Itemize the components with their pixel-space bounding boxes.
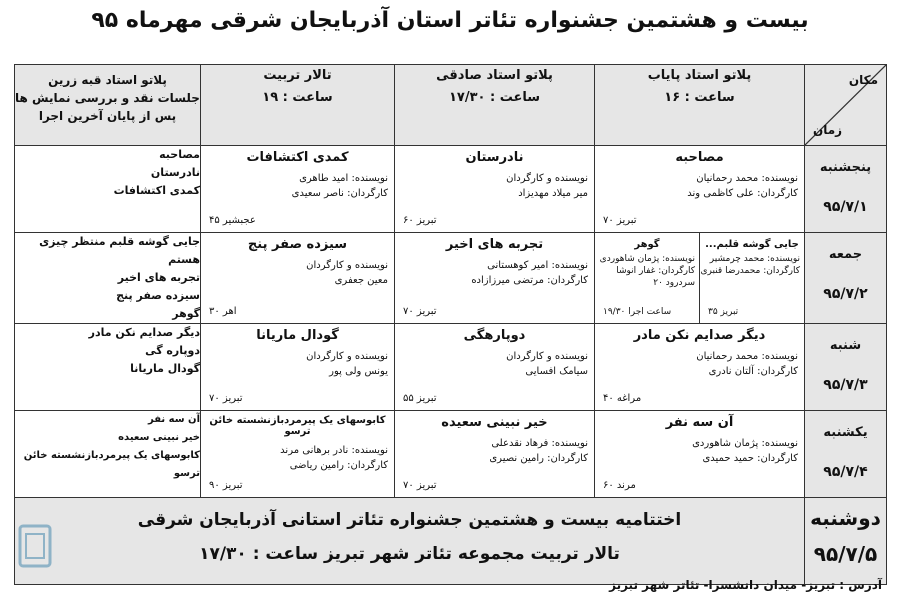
address: آدرس : تبریز- میدان دانشسرا- تئاتر شهر تبریز [609,578,882,592]
closing-day-cell: دوشنبه ۹۵/۷/۵ [805,498,887,585]
day-cell: پنجشنبه ۹۵/۷/۱ [805,146,887,233]
show-cell-split [595,233,805,324]
place-label: مکان [848,73,878,87]
venue-header: تالار تربیت ساعت : ۱۹ [201,65,395,146]
time-label: زمان [813,123,843,137]
venue-header: پلاتو استاد پایاب ساعت : ۱۶ [595,65,805,146]
show-cell: سیزده صفر پنج نویسنده و کارگردان معین جعفری اهر ۳۰ [201,233,395,324]
venue-header: پلاتو استاد صادقی ساعت : ۱۷/۳۰ [395,65,595,146]
site-logo-icon [6,520,66,578]
corner-cell [805,65,887,146]
closing-cell: اختتامیه بیست و هشتمین جشنواره تئاتر استانی آذربایجان شرقی تالار تربیت مجموعه تئاتر شهر تبریز ساعت : ۱۷/۳۰ [15,498,805,585]
day-cell: جمعه ۹۵/۷/۲ [805,233,887,324]
schedule-table [14,64,887,585]
show-cell: نادرستان نویسنده و کارگردان میر میلاد مهدیزاد تبریز ۶۰ [395,146,595,233]
show-cell: تجربه های اخیر نویسنده: امیر کوهستانی کارگردان: مرتضی میرزازاده تبریز ۷۰ [395,233,595,324]
review-cell: جایی گوشه قلبم منتظر چیزی هستم تجربه های اخیر سیزده صفر پنج گوهر [15,233,201,324]
show-cell: دیگر صدایم نکن مادر نویسنده: محمد رحمانیان کارگردان: آلتان نادری مراغه ۴۰ [595,324,805,411]
show-subcell: گوهر نویسنده: پژمان شاهوردی کارگردان: غفار انوشا سردرود ۲۰ ساعت اجرا ۱۹/۳۰ [599,239,695,317]
day-cell: شنبه ۹۵/۷/۳ [805,324,887,411]
show-subcell: جایی گوشه قلبم... نویسنده: محمد چرمشیر کارگردان: محمدرضا قنبری تبریز ۳۵ [699,233,804,323]
review-cell: مصاحبه نادرستان کمدی اکتشافات [15,146,201,233]
show-cell: آن سه نفر نویسنده: پژمان شاهوردی کارگردان: حمید حمیدی مرند ۶۰ [595,411,805,498]
review-cell: آن سه نفر خیر نبینی سعیده کابوسهای یک پیرمردبازنشسته خائن ترسو [15,411,201,498]
day-cell: یکشنبه ۹۵/۷/۴ [805,411,887,498]
page-title: بیست و هشتمین جشنواره تئاتر استان آذربایجان شرقی مهرماه ۹۵ [91,8,809,33]
show-cell: دوپارهگی نویسنده و کارگردان سیامک افسایی تبریز ۵۵ [395,324,595,411]
show-cell: مصاحبه نویسنده: محمد رحمانیان کارگردان: علی کاظمی وند تبریز ۷۰ [595,146,805,233]
review-cell: دیگر صدایم نکن مادر دوپاره گی گودال ماریانا [15,324,201,411]
show-cell: کمدی اکتشافات نویسنده: امید طاهری کارگردان: ناصر سعیدی عجبشیر ۴۵ [201,146,395,233]
venue-header: پلاتو استاد قبه زرین جلسات نقد و بررسی نمایش ها پس از پایان آخرین اجرا [15,65,201,146]
show-cell: خیر نبینی سعیده نویسنده: فرهاد نقدعلی کارگردان: رامین نصیری تبریز ۷۰ [395,411,595,498]
show-cell: گودال ماریانا نویسنده و کارگردان یونس ولی پور تبریز ۷۰ [201,324,395,411]
show-cell: کابوسهای یک پیرمردبازنشسته خائن ترسو نویسنده: نادر برهانی مرند کارگردان: رامین ریاضی تبریز ۹۰ [201,411,395,498]
